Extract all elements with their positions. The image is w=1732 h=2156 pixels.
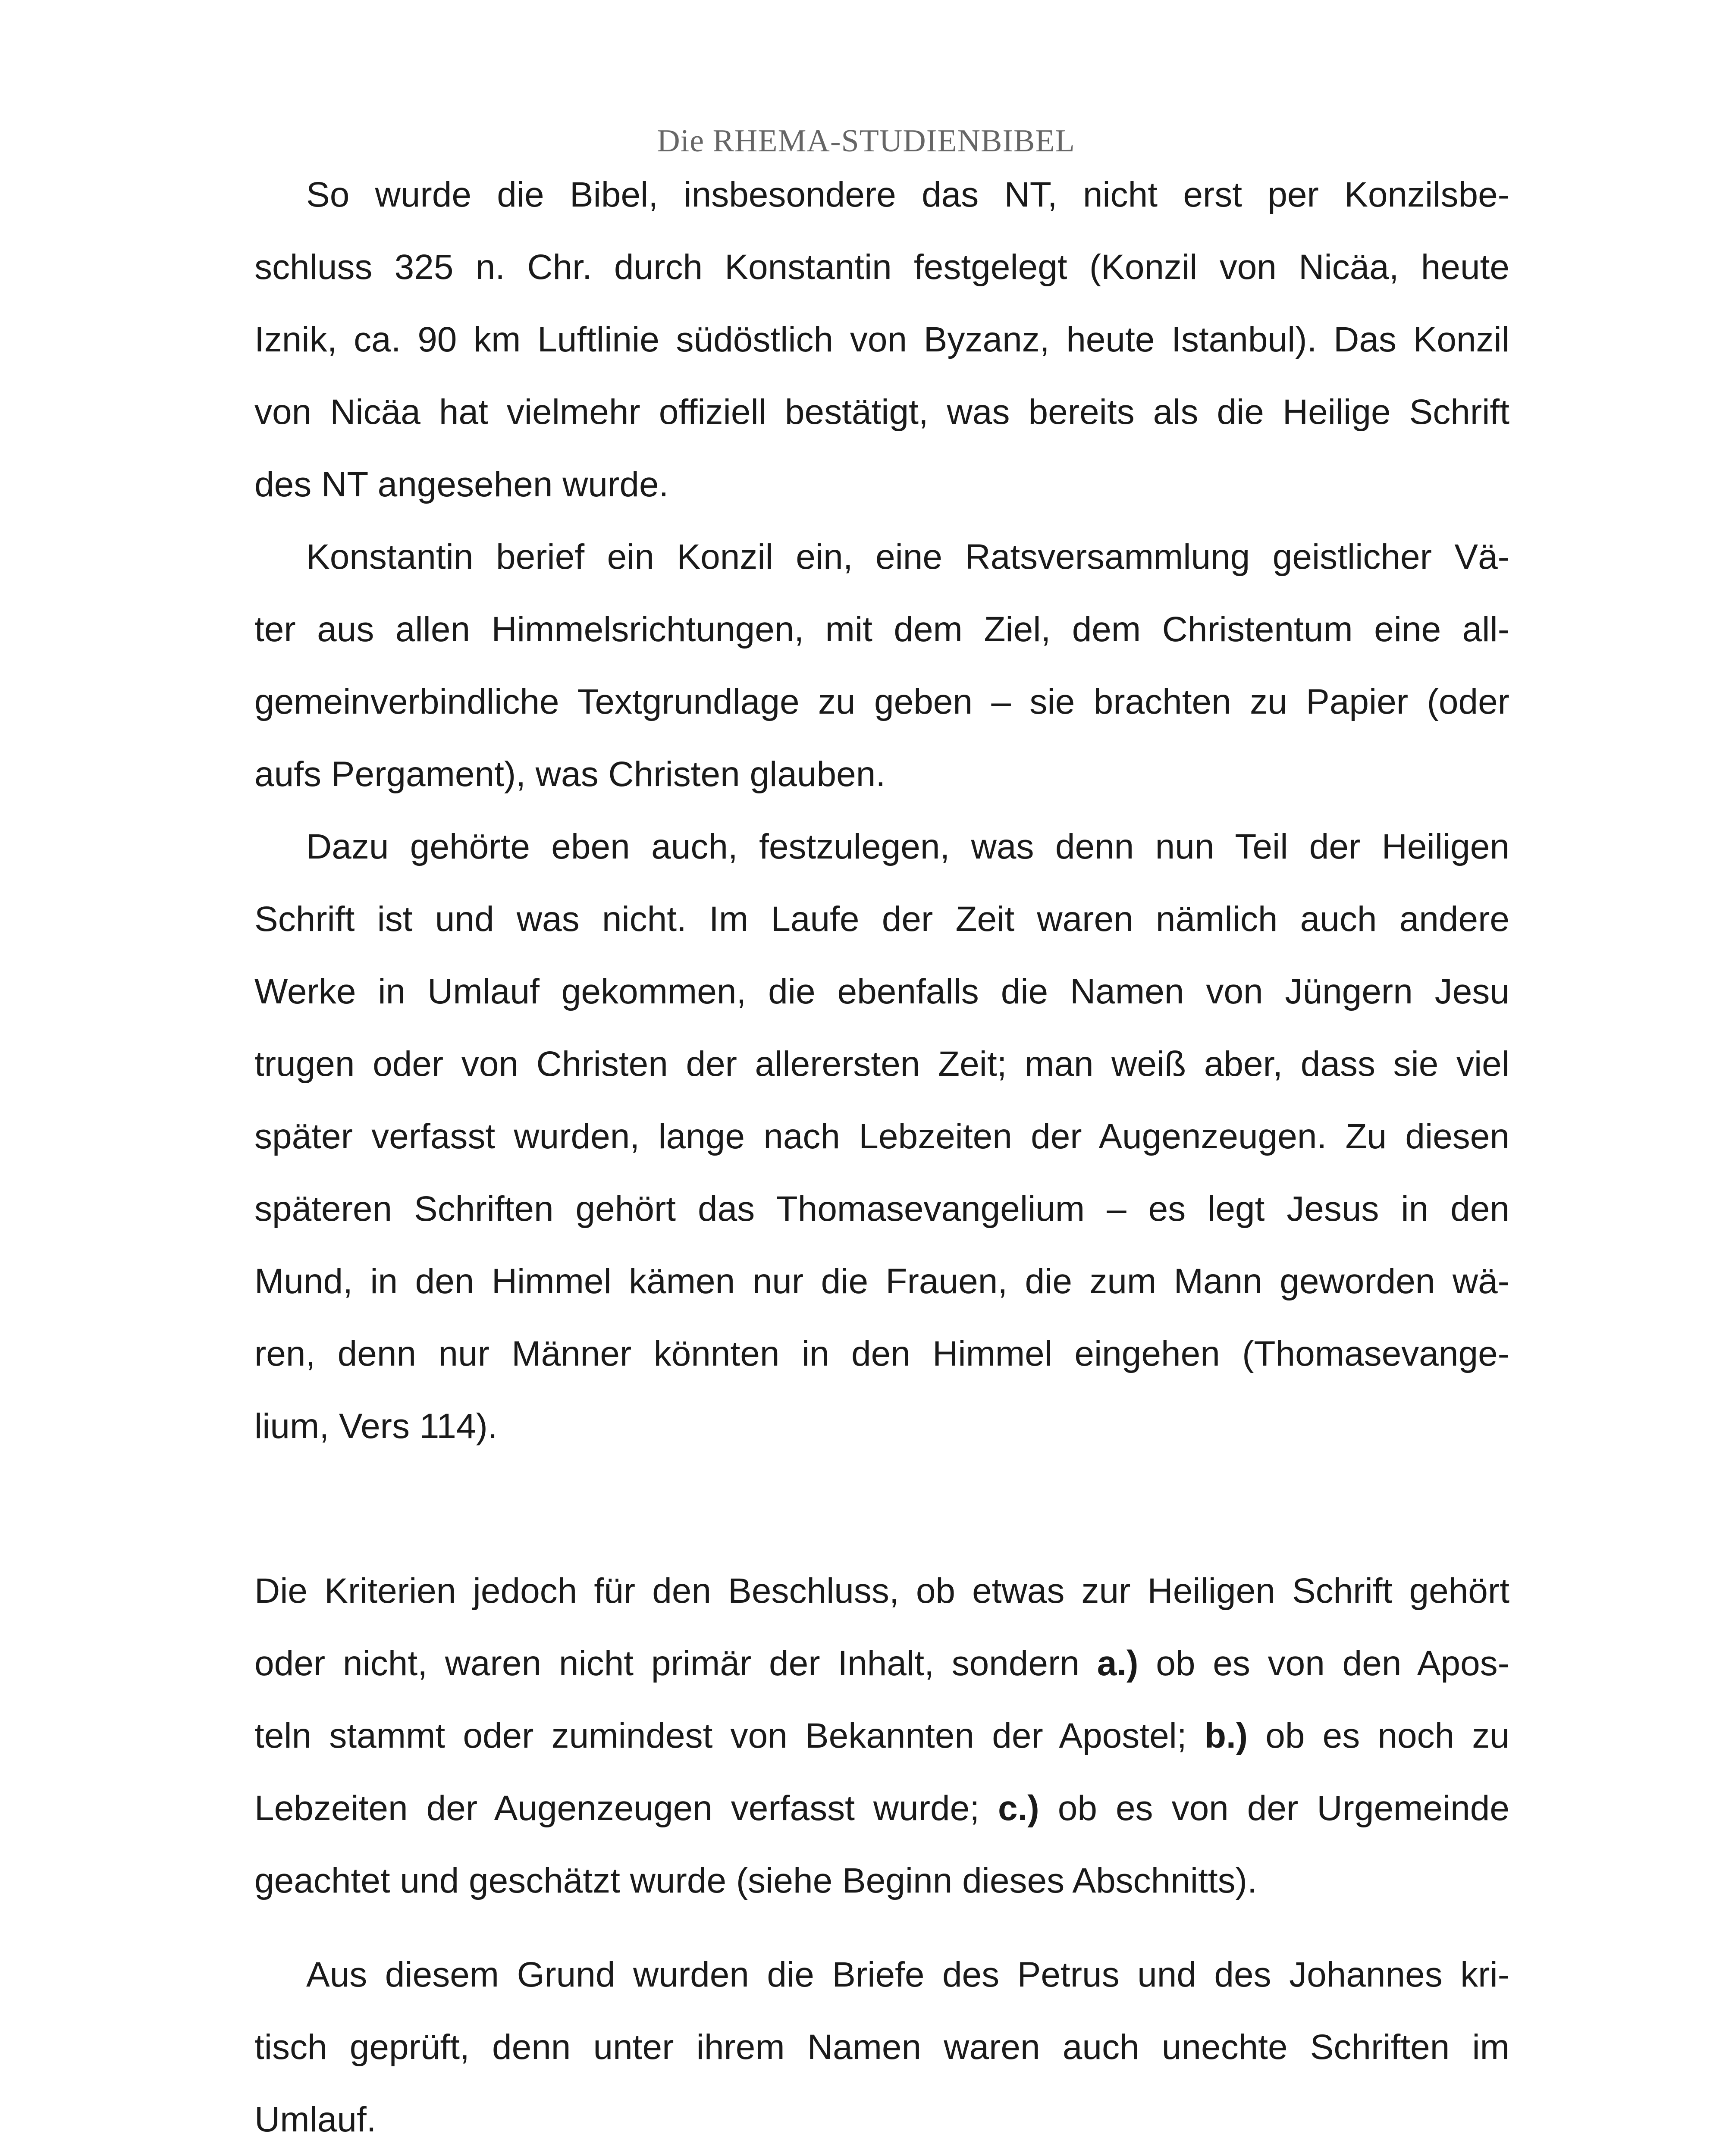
text-segment: ob es von den Apos- — [1138, 1644, 1509, 1683]
running-header: Die RHEMA-STUDIENBIBEL — [657, 123, 1075, 159]
text-line: aufs Pergament), was Christen glauben. — [254, 755, 886, 794]
paragraph-kriterien — [254, 1555, 1509, 1917]
text-line: geachtet und geschätzt wurde (siehe Beginn dieses Abschnitts). — [254, 1861, 1257, 1900]
paragraph-briefe — [254, 1939, 1509, 2156]
text-line: Iznik, ca. 90 km Luftlinie südöstlich von Byzanz, heute Istanbul). Das Konzil — [254, 320, 1509, 359]
criterion-label-a: a.) — [1097, 1644, 1139, 1683]
text-segment: ob es noch zu — [1248, 1716, 1509, 1755]
text-segment: Lebzeiten der Augenzeugen verfasst wurde; — [254, 1789, 998, 1828]
text-line: späteren Schriften gehört das Thomasevangelium – es legt Jesus in den — [254, 1189, 1509, 1228]
text-segment: teln stammt oder zumindest von Bekannten der Apostel; — [254, 1716, 1205, 1755]
text-line — [254, 1627, 1509, 1700]
text-line: Aus diesem Grund wurden die Briefe des Petrus und des Johannes kri- — [306, 1955, 1509, 1994]
text-line: Dazu gehörte eben auch, festzulegen, was denn nun Teil der Heiligen — [306, 827, 1509, 866]
body-text-lower — [254, 1555, 1509, 2156]
text-line: Umlauf. — [254, 2100, 377, 2139]
text-segment: oder nicht, waren nicht primär der Inhalt, sondern — [254, 1644, 1097, 1683]
criterion-label-c: c.) — [998, 1789, 1039, 1828]
text-line: Schrift ist und was nicht. Im Laufe der Zeit waren nämlich auch andere — [254, 899, 1509, 939]
text-line: von Nicäa hat vielmehr offiziell bestätigt, was bereits als die Heilige Schrift — [254, 392, 1509, 432]
text-line: lium, Vers 114). — [254, 1407, 498, 1446]
text-line — [254, 1700, 1509, 1772]
text-line: ren, denn nur Männer könnten in den Himmel eingehen (Thomasevange- — [254, 1334, 1509, 1373]
text-line: Werke in Umlauf gekommen, die ebenfalls die Namen von Jüngern Jesu — [254, 972, 1509, 1011]
text-line: Konstantin berief ein Konzil ein, eine Ratsversammlung geistlicher Vä- — [306, 537, 1509, 577]
text-line: des NT angesehen wurde. — [254, 465, 669, 504]
text-line: So wurde die Bibel, insbesondere das NT, nicht erst per Konzilsbe- — [306, 175, 1509, 214]
text-segment: ob es von der Urgemeinde — [1039, 1789, 1509, 1828]
body-text-upper — [254, 159, 1509, 1463]
text-line: Mund, in den Himmel kämen nur die Frauen, die zum Mann geworden wä- — [254, 1262, 1509, 1301]
text-line: trugen oder von Christen der allerersten Zeit; man weiß aber, dass sie viel — [254, 1044, 1509, 1084]
criterion-label-b: b.) — [1204, 1716, 1248, 1755]
paragraph-nicaea — [254, 159, 1509, 521]
paragraph-konstantin — [254, 521, 1509, 811]
text-line: ter aus allen Himmelsrichtungen, mit dem Ziel, dem Christentum eine all- — [254, 610, 1509, 649]
paragraph-thomasevangelium — [254, 811, 1509, 1463]
text-line: tisch geprüft, denn unter ihrem Namen waren auch unechte Schriften im — [254, 2028, 1509, 2067]
text-line — [254, 1772, 1509, 1845]
text-line: gemeinverbindliche Textgrundlage zu geben – sie brachten zu Papier (oder — [254, 682, 1509, 721]
text-line: schluss 325 n. Chr. durch Konstantin festgelegt (Konzil von Nicäa, heute — [254, 248, 1509, 287]
text-line: später verfasst wurden, lange nach Lebzeiten der Augenzeugen. Zu diesen — [254, 1117, 1509, 1156]
text-line: Die Kriterien jedoch für den Beschluss, ob etwas zur Heiligen Schrift gehört — [254, 1571, 1509, 1611]
